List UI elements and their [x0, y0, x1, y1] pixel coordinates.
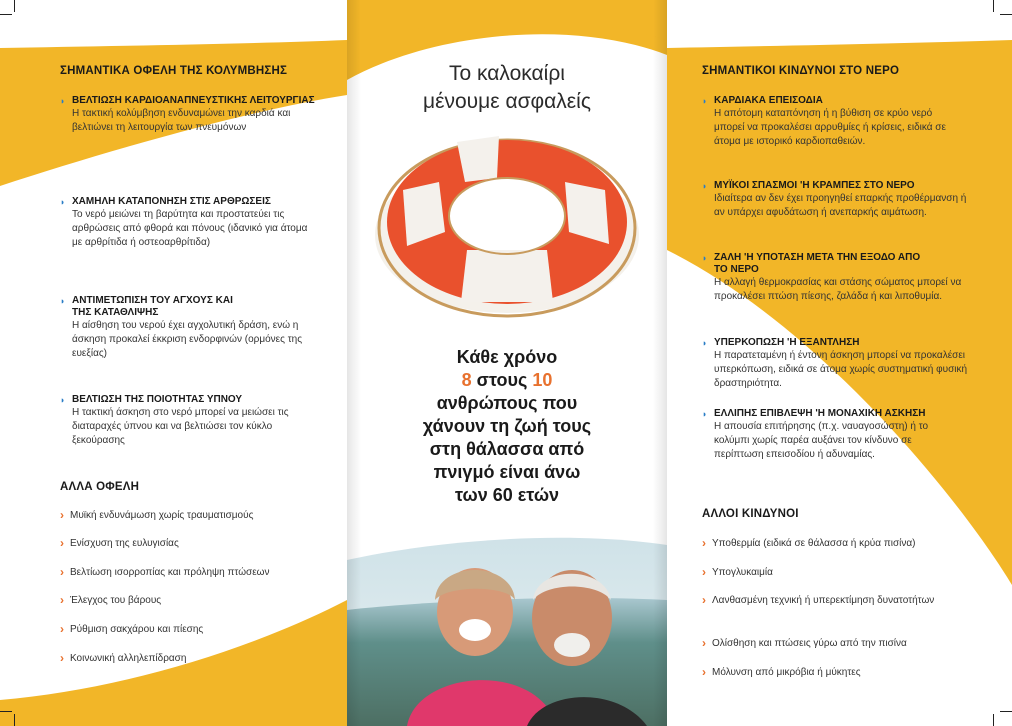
benefit-item — [60, 394, 300, 448]
left-section-title: ΣΗΜΑΝΤΙΚΑ ΟΦΕΛΗ ΤΗΣ ΚΟΛΥΜΒΗΣΗΣ — [60, 65, 288, 77]
crop-mark — [14, 714, 15, 726]
stat-line: στη θάλασσα από — [429, 439, 585, 459]
risk-item — [702, 95, 962, 149]
risk-text: Ιδιαίτερα αν δεν έχει προηγηθεί επαρκής προθέρμανση ή αν υπάρχει αφυδάτωση ή ανεπαρκής αιμάτωση. — [714, 193, 967, 218]
risk-heading: ◗ ΜΥΪΚΟΙ ΣΠΑΣΜΟΙ 'Η ΚΡΑΜΠΕΣ ΣΤΟ ΝΕΡΟ — [702, 180, 967, 192]
benefit-heading: ◗ ΒΕΛΤΙΩΣΗ ΤΗΣ ΠΟΙΟΤΗΤΑΣ ΥΠΝΟΥ — [60, 394, 300, 406]
risk-heading: ◗ ΥΠΕΡΚΟΠΩΣΗ 'Η ΕΞΑΝΤΛΗΣΗ — [702, 337, 972, 349]
benefit-heading: ◗ ΧΑΜΗΛΗ ΚΑΤΑΠΟΝΗΣΗ ΣΤΙΣ ΑΡΘΡΩΣΕΙΣ — [60, 196, 315, 208]
other-benefits-title: ΑΛΛΑ ΟΦΕΛΗ — [60, 481, 140, 493]
risk-text: Η απότομη καταπόνηση ή η βύθιση σε κρύο νερό μπορεί να προκαλέσει αρρυθμίες ή κρίσεις, ειδικά σε άτομα με ιστορικό καρδιοπαθειών. — [714, 108, 946, 147]
other-benefit-item: › Ενίσχυση της ευλυγισίας — [60, 538, 179, 549]
crop-mark — [0, 711, 12, 712]
risk-text: Η απουσία επιτήρησης (π.χ. ναυαγοσώστη) ή το κολύμπι χωρίς παρέα αυξάνει τον κίνδυνο σε περίπτωση επεισοδίου ή αδυναμίας. — [714, 421, 929, 460]
stat-line: ανθρώπους που — [436, 393, 578, 413]
risk-item — [702, 408, 962, 462]
benefit-heading: ◗ ΒΕΛΤΙΩΣΗ ΚΑΡΔΙΟΑΝΑΠΝΕΥΣΤΙΚΗΣ ΛΕΙΤΟΥΡΓΙΑΣ — [60, 95, 320, 107]
crop-mark — [1000, 711, 1012, 712]
fold-shadow-right — [653, 0, 667, 726]
stat-number: 8 — [461, 370, 472, 390]
stat-line: πνιγμό είναι άνω — [433, 462, 581, 482]
crop-mark — [993, 0, 994, 12]
right-panel — [667, 0, 1012, 726]
crop-mark — [1000, 14, 1012, 15]
stat-line: των 60 ετών — [454, 485, 560, 505]
benefit-item — [60, 196, 315, 250]
headline-line: Το καλοκαίρι — [449, 62, 565, 85]
stat-line — [347, 369, 667, 392]
other-benefit-item: › Ρύθμιση σακχάρου και πίεσης — [60, 624, 203, 635]
statistic-block — [347, 346, 667, 507]
other-risks-title: ΑΛΛΟΙ ΚΙΝΔΥΝΟΙ — [702, 508, 799, 520]
risk-item — [702, 337, 972, 391]
benefit-text: Η τακτική άσκηση στο νερό μπορεί να μειώσει τις διαταραχές ύπνου και να βελτιώσει τον κύκλο ξεκούρασης — [72, 407, 289, 446]
benefit-text: Το νερό μειώνει τη βαρύτητα και προστατεύει τις αρθρώσεις από φθορά και πόνους (ιδανικό για άτομα με αρθρίτιδα ή οστεοαρθρίτιδα) — [72, 209, 308, 248]
crop-mark — [993, 714, 994, 726]
benefit-heading: ◗ ΑΝΤΙΜΕΤΩΠΙΣΗ ΤΟΥ ΑΓΧΟΥΣ ΚΑΙ ΤΗΣ ΚΑΤΑΘΛΙΨΗΣ — [60, 295, 242, 319]
headline-line: μένουμε ασφαλείς — [423, 90, 591, 113]
stat-line: χάνουν τη ζωή τους — [422, 416, 592, 436]
benefit-text: Η αίσθηση του νερού έχει αγχολυτική δράση, ενώ η άσκηση προκαλεί έκκριση ενδορφινών (ορμόνες της ευεξίας) — [72, 320, 303, 359]
middle-panel — [347, 0, 667, 726]
crop-mark — [14, 0, 15, 12]
middle-headline — [347, 60, 667, 116]
crop-mark — [0, 14, 12, 15]
left-panel — [0, 0, 347, 726]
stat-number: 10 — [532, 370, 553, 390]
stat-line: Κάθε χρόνο — [456, 347, 558, 367]
other-benefit-item: › Κοινωνική αλληλεπίδραση — [60, 653, 186, 664]
risk-item — [702, 180, 967, 220]
fold-shadow-left — [347, 0, 361, 726]
other-benefit-item: › Μυϊκή ενδυνάμωση χωρίς τραυματισμούς — [60, 510, 253, 521]
stat-word: στους — [476, 370, 528, 390]
benefit-item — [60, 95, 320, 135]
benefit-text: Η τακτική κολύμβηση ενδυναμώνει την καρδιά και βελτιώνει τη λειτουργία των πνευμόνων — [72, 108, 291, 133]
other-risk-item: › Ολίσθηση και πτώσεις γύρω από την πισίνα — [702, 638, 907, 649]
risk-heading: ◗ ΖΑΛΗ 'Η ΥΠΟΤΑΣΗ ΜΕΤΑ ΤΗΝ ΕΞΟΔΟ ΑΠΟ ΤΟ ΝΕΡΟ — [702, 252, 934, 276]
risk-text: Η αλλαγή θερμοκρασίας και στάσης σώματος μπορεί να προκαλέσει πτώση πίεσης, ζαλάδα ή και λιποθυμία. — [714, 277, 962, 302]
other-risk-item: › Λανθασμένη τεχνική ή υπερεκτίμηση δυνατοτήτων — [702, 595, 942, 606]
risk-heading: ◗ ΚΑΡΔΙΑΚΑ ΕΠΕΙΣΟΔΙΑ — [702, 95, 962, 107]
risk-heading: ◗ ΕΛΛΙΠΗΣ ΕΠΙΒΛΕΨΗ 'Η ΜΟΝΑΧΙΚΗ ΑΣΚΗΣΗ — [702, 408, 962, 420]
other-benefit-item: › Έλεγχος του βάρους — [60, 595, 161, 606]
other-benefit-item: › Βελτίωση ισορροπίας και πρόληψη πτώσεων — [60, 567, 269, 578]
other-risk-item: › Μόλυνση από μικρόβια ή μύκητες — [702, 667, 861, 678]
risk-item — [702, 252, 967, 304]
other-risk-item: › Υποθερμία (ειδικά σε θάλασσα ή κρύα πισίνα) — [702, 538, 915, 549]
right-section-title: ΣΗΜΑΝΤΙΚΟΙ ΚΙΝΔΥΝΟΙ ΣΤΟ ΝΕΡΟ — [702, 65, 900, 77]
risk-text: Η παρατεταμένη ή έντονη άσκηση μπορεί να προκαλέσει υπερκόπωση, ειδικά σε άτομα χωρίς συστηματική φυσική δραστηριότητα. — [714, 350, 968, 389]
other-risk-item: › Υπογλυκαιμία — [702, 567, 773, 578]
benefit-item — [60, 295, 325, 361]
